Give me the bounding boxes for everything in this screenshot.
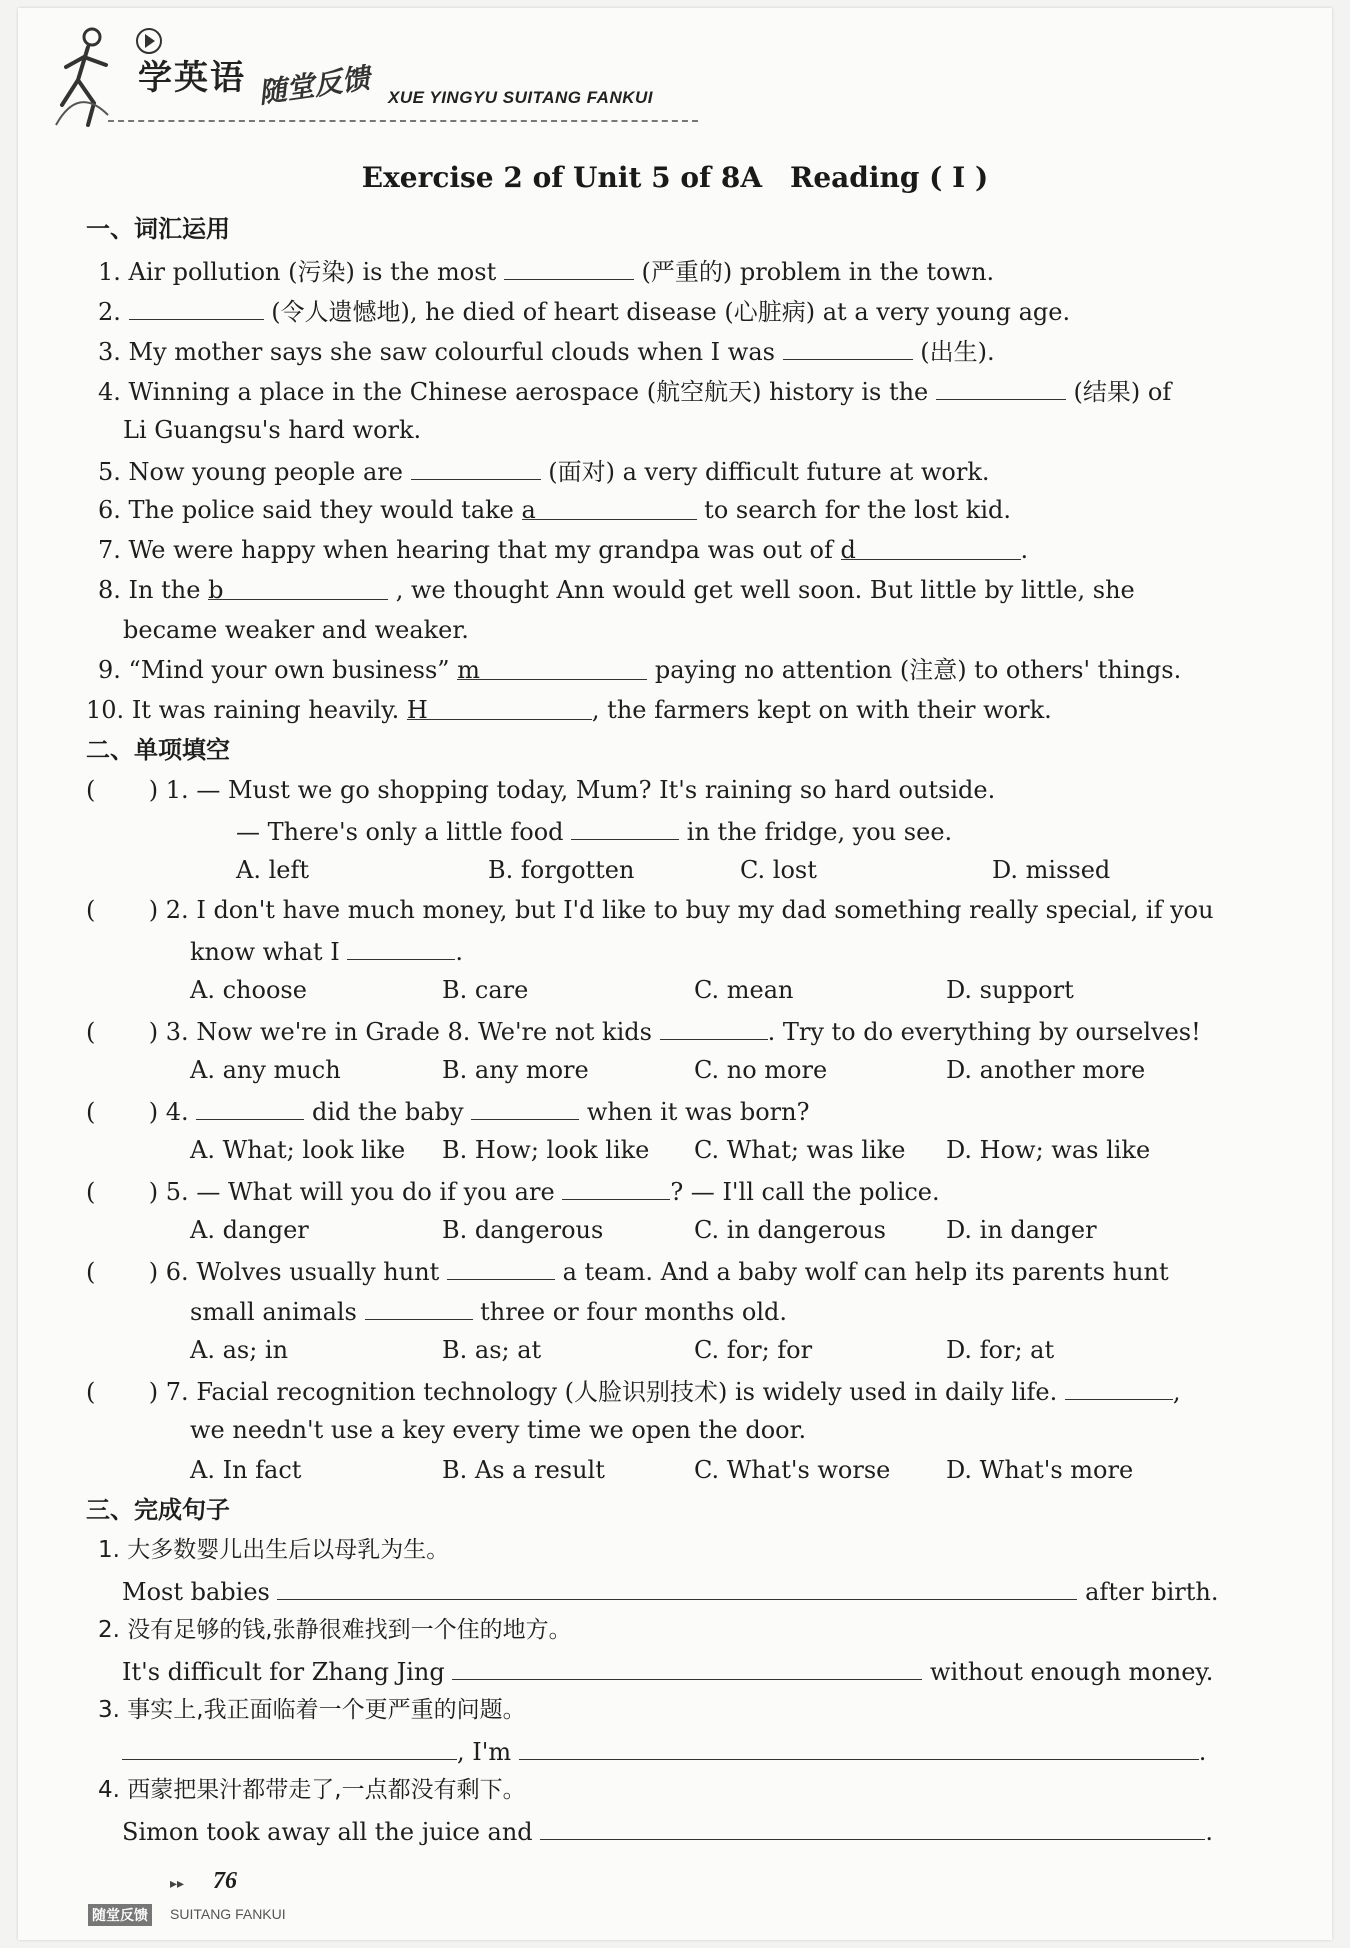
sentence-text: Most babies	[122, 1578, 270, 1606]
option-c[interactable]: C. What's worse	[694, 1456, 891, 1484]
item-number: 3.	[98, 1697, 120, 1723]
vocab-item-3	[98, 335, 995, 367]
option-d[interactable]: D. missed	[992, 856, 1111, 884]
vocab-item-8-continued: became weaker and weaker.	[123, 616, 469, 644]
item-number: 6.	[98, 496, 121, 524]
item-text: (结果) of	[1073, 378, 1172, 406]
item-text: (面对) a very difficult future at work.	[548, 458, 990, 486]
first-letter-hint: b	[208, 576, 224, 604]
mc-question-1	[86, 775, 995, 805]
worksheet-page	[18, 8, 1332, 1940]
item-number: 2.	[98, 1617, 120, 1643]
brand-script: 随堂反馈	[256, 61, 372, 110]
question-text: when it was born?	[586, 1098, 810, 1126]
option-b[interactable]: B. any more	[442, 1056, 589, 1084]
option-b[interactable]: B. How; look like	[442, 1136, 650, 1164]
answer-blank[interactable]	[840, 535, 1021, 564]
vocab-item-4-continued: Li Guangsu's hard work.	[123, 416, 422, 444]
answer-blank[interactable]	[571, 815, 679, 840]
question-text: in the fridge, you see.	[686, 818, 953, 846]
footer-tag-pinyin: SUITANG FANKUI	[170, 1906, 286, 1922]
question-text: Facial recognition technology (人脸识别技术) is widely used in daily life.	[196, 1378, 1058, 1406]
question-text: a team. And a baby wolf can help its parents hunt	[562, 1258, 1169, 1286]
question-text: — Must we go shopping today, Mum? It's raining so hard outside.	[196, 776, 996, 804]
answer-blank[interactable]	[519, 1735, 1199, 1760]
item-text: .	[1020, 536, 1029, 564]
answer-bracket[interactable]: ( )	[86, 1258, 159, 1286]
item-text: (令人遗憾地), he died of heart disease (心脏病) at a very young age.	[271, 298, 1071, 326]
mc-question-2	[86, 895, 1214, 925]
vocab-item-4	[98, 375, 1171, 407]
vocab-item-9	[98, 655, 1181, 685]
option-c[interactable]: C. for; for	[694, 1336, 813, 1364]
option-c[interactable]: C. What; was like	[694, 1136, 906, 1164]
option-a[interactable]: A. any much	[190, 1056, 341, 1084]
question-text: did the baby	[311, 1098, 464, 1126]
footer	[58, 1868, 358, 1938]
footer-tag: 随堂反馈	[88, 1904, 152, 1926]
option-b[interactable]: B. As a result	[442, 1456, 605, 1484]
sentence-text: Simon took away all the juice and	[122, 1818, 533, 1846]
mc-question-1-line2	[236, 815, 952, 847]
section-heading-multiple-choice: 二、单项填空	[86, 736, 230, 764]
brand-chinese: 学英语	[138, 58, 246, 98]
question-text: . Try to do everything by ourselves!	[767, 1018, 1201, 1046]
option-d[interactable]: D. What's more	[946, 1456, 1134, 1484]
sentence-1-english	[122, 1575, 1219, 1607]
vocab-item-5	[98, 455, 990, 487]
answer-blank[interactable]	[196, 1095, 304, 1120]
question-text: Now we're in Grade 8. We're not kids	[196, 1018, 652, 1046]
mc-question-2-line2	[190, 935, 463, 967]
answer-blank[interactable]	[471, 1095, 579, 1120]
answer-blank[interactable]	[277, 1575, 1077, 1600]
option-a[interactable]: A. What; look like	[190, 1136, 406, 1164]
mc-question-3	[86, 1015, 1201, 1047]
answer-bracket[interactable]: ( )	[86, 1178, 159, 1206]
mc-question-7-line2: we needn't use a key every time we open the door.	[190, 1416, 807, 1444]
answer-bracket[interactable]: ( )	[86, 1378, 159, 1406]
question-text: small animals	[190, 1298, 357, 1326]
mc-question-6	[86, 1255, 1169, 1287]
mc-question-5	[86, 1175, 940, 1207]
answer-blank[interactable]	[347, 935, 455, 960]
answer-bracket[interactable]: ( )	[86, 896, 159, 924]
answer-blank[interactable]	[406, 695, 592, 724]
answer-blank[interactable]	[129, 295, 264, 320]
item-text: Now young people are	[128, 458, 403, 486]
item-number: 4.	[98, 1777, 120, 1803]
vocab-item-7	[98, 535, 1028, 565]
item-text: , we thought Ann would get well soon. But little by little, she	[395, 576, 1135, 604]
question-number: 6.	[165, 1258, 189, 1286]
sentence-2-english	[122, 1655, 1213, 1687]
vocab-item-8	[98, 575, 1135, 605]
option-d[interactable]: D. in danger	[946, 1216, 1097, 1244]
sentence-2-chinese	[98, 1615, 572, 1645]
sentence-text: It's difficult for Zhang Jing	[122, 1658, 445, 1686]
question-number: 1.	[165, 776, 189, 804]
answer-blank[interactable]	[208, 575, 388, 604]
item-text: Air pollution (污染) is the most	[128, 258, 497, 286]
option-a[interactable]: A. In fact	[190, 1456, 302, 1484]
first-letter-hint: d	[840, 536, 856, 564]
option-c[interactable]: C. mean	[694, 976, 794, 1004]
item-number: 8.	[98, 576, 121, 604]
sentence-text: , I'm	[457, 1738, 512, 1766]
option-c[interactable]: C. in dangerous	[694, 1216, 886, 1244]
item-number: 10.	[86, 696, 125, 724]
item-number: 1.	[98, 1537, 120, 1563]
item-number: 4.	[98, 378, 121, 406]
answer-bracket[interactable]: ( )	[86, 1098, 159, 1126]
section-heading-complete-sentences: 三、完成句子	[86, 1496, 230, 1524]
question-text: ,	[1172, 1378, 1181, 1406]
item-text: The police said they would take	[128, 496, 514, 524]
answer-blank[interactable]	[783, 335, 913, 360]
answer-blank[interactable]	[365, 1295, 473, 1320]
sentence-text: without enough money.	[930, 1658, 1214, 1686]
mc-question-4	[86, 1095, 809, 1127]
answer-blank[interactable]	[562, 1175, 670, 1200]
answer-blank[interactable]	[457, 655, 647, 684]
item-text: My mother says she saw colourful clouds when I was	[128, 338, 775, 366]
answer-blank[interactable]	[447, 1255, 555, 1280]
vocab-item-2	[98, 295, 1070, 327]
chinese-prompt: 西蒙把果汁都带走了,一点都没有剩下。	[127, 1777, 526, 1803]
item-text: It was raining heavily.	[131, 696, 400, 724]
answer-blank[interactable]	[411, 455, 541, 480]
sentence-4-chinese	[98, 1775, 526, 1805]
question-text: — What will you do if you are	[196, 1178, 555, 1206]
answer-bracket[interactable]: ( )	[86, 1018, 159, 1046]
question-number: 3.	[165, 1018, 189, 1046]
item-text: “Mind your own business”	[128, 656, 450, 684]
chinese-prompt: 事实上,我正面临着一个更严重的问题。	[127, 1697, 526, 1723]
sentence-text: after birth.	[1085, 1578, 1219, 1606]
answer-bracket[interactable]: ( )	[86, 776, 159, 804]
item-text: (严重的) problem in the town.	[641, 258, 995, 286]
option-b[interactable]: B. forgotten	[488, 856, 635, 884]
option-d[interactable]: D. another more	[946, 1056, 1146, 1084]
answer-blank[interactable]	[122, 1735, 457, 1760]
mc-question-6-line2	[190, 1295, 787, 1327]
question-text: know what I	[190, 938, 340, 966]
page-title: Exercise 2 of Unit 5 of 8A Reading ( Ⅰ )	[361, 161, 989, 194]
brand-pinyin: XUE YINGYU SUITANG FANKUI	[388, 88, 654, 107]
question-number: 2.	[165, 896, 189, 924]
vocab-item-10	[86, 695, 1052, 725]
item-text: (出生).	[920, 338, 995, 366]
option-d[interactable]: D. support	[946, 976, 1074, 1004]
option-a[interactable]: A. danger	[190, 1216, 309, 1244]
answer-blank[interactable]	[1065, 1375, 1173, 1400]
option-b[interactable]: B. as; at	[442, 1336, 542, 1364]
answer-blank[interactable]	[540, 1815, 1205, 1840]
item-number: 1.	[98, 258, 121, 286]
question-number: 5.	[165, 1178, 189, 1206]
answer-blank[interactable]	[521, 495, 697, 524]
question-text: .	[455, 938, 463, 966]
option-d[interactable]: D. How; was like	[946, 1136, 1151, 1164]
vocab-item-1	[98, 255, 994, 287]
chinese-prompt: 大多数婴儿出生后以母乳为生。	[127, 1537, 450, 1563]
question-number: 4.	[165, 1098, 189, 1126]
item-text: We were happy when hearing that my grandpa was out of	[128, 536, 833, 564]
option-d[interactable]: D. for; at	[946, 1336, 1055, 1364]
chinese-prompt: 没有足够的钱,张静很难找到一个住的地方。	[127, 1617, 572, 1643]
question-text: three or four months old.	[480, 1298, 788, 1326]
option-a[interactable]: A. choose	[190, 976, 307, 1004]
sentence-1-chinese	[98, 1535, 449, 1565]
section-heading-vocabulary: 一、词汇运用	[86, 215, 230, 243]
option-c[interactable]: C. lost	[740, 856, 817, 884]
item-number: 7.	[98, 536, 121, 564]
option-b[interactable]: B. care	[442, 976, 529, 1004]
question-text: Wolves usually hunt	[196, 1258, 440, 1286]
first-letter-hint: H	[406, 696, 428, 724]
item-number: 2.	[98, 298, 121, 326]
answer-blank[interactable]	[936, 375, 1066, 400]
sentence-4-english	[122, 1815, 1213, 1847]
mc-question-7	[86, 1375, 1181, 1407]
option-b[interactable]: B. dangerous	[442, 1216, 604, 1244]
item-number: 9.	[98, 656, 121, 684]
item-number: 3.	[98, 338, 121, 366]
question-text: — There's only a little food	[236, 818, 564, 846]
item-text: Winning a place in the Chinese aerospace (航空航天) history is the	[128, 378, 929, 406]
item-text: , the farmers kept on with their work.	[591, 696, 1052, 724]
question-text: I don't have much money, but I'd like to buy my dad something really special, if you	[196, 896, 1214, 924]
vocab-item-6	[98, 495, 1011, 525]
answer-blank[interactable]	[452, 1655, 922, 1680]
answer-blank[interactable]	[504, 255, 634, 280]
item-number: 5.	[98, 458, 121, 486]
arrow-icon: ▸▸	[170, 1876, 185, 1892]
question-text: ? — I'll call the police.	[670, 1178, 940, 1206]
item-text: to search for the lost kid.	[704, 496, 1012, 524]
exercise-body	[18, 8, 1332, 1940]
sentence-text: .	[1205, 1818, 1213, 1846]
sentence-text: .	[1198, 1738, 1207, 1766]
sentence-3-english	[122, 1735, 1206, 1767]
answer-blank[interactable]	[660, 1015, 768, 1040]
option-a[interactable]: A. as; in	[190, 1336, 289, 1364]
page-number: 76	[213, 1868, 237, 1894]
item-text: In the	[128, 576, 201, 604]
first-letter-hint: m	[457, 656, 480, 684]
first-letter-hint: a	[521, 496, 536, 524]
sentence-3-chinese	[98, 1695, 526, 1725]
item-text: paying no attention (注意) to others' things.	[654, 656, 1182, 684]
option-a[interactable]: A. left	[236, 856, 309, 884]
question-number: 7.	[165, 1378, 189, 1406]
option-c[interactable]: C. no more	[694, 1056, 828, 1084]
